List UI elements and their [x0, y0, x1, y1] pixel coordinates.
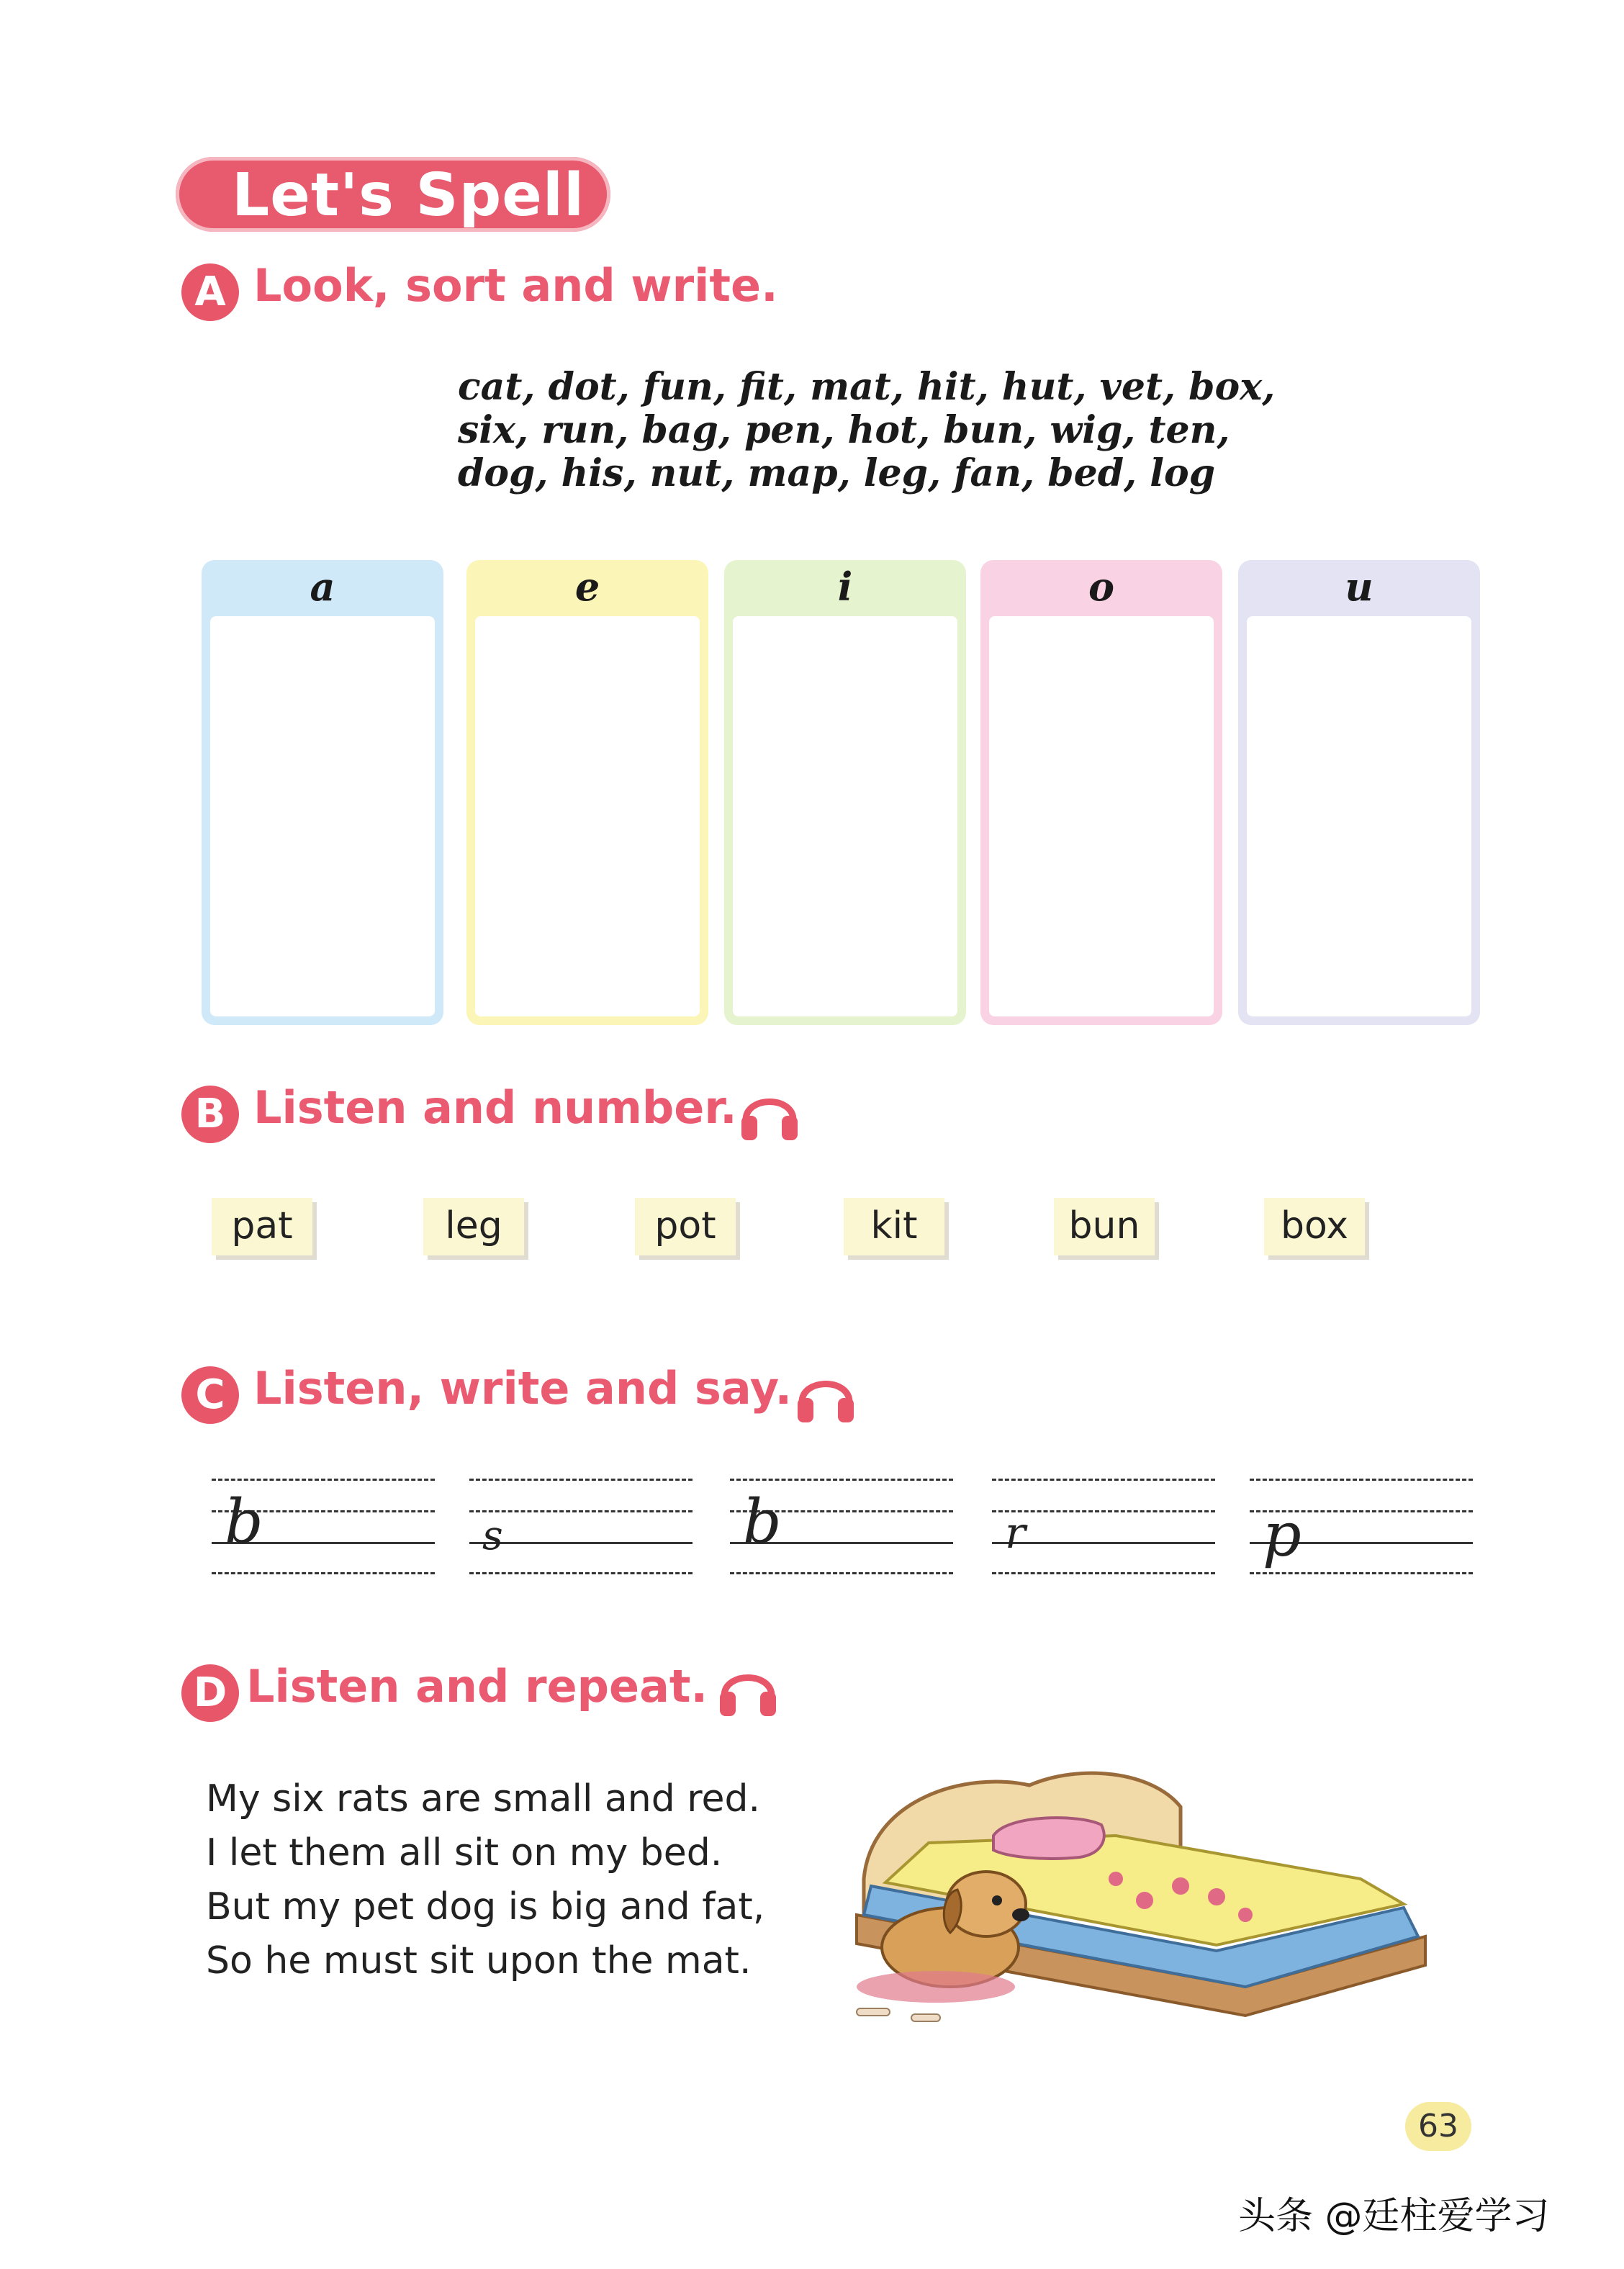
- section-d-title: Listen and repeat.: [246, 1660, 708, 1713]
- page-number: 63: [1405, 2102, 1471, 2151]
- vowel-column-label: e: [574, 564, 600, 610]
- vowel-column-e: [466, 560, 708, 1025]
- headphones-icon[interactable]: [793, 1362, 858, 1427]
- writing-line[interactable]: [730, 1476, 953, 1576]
- vowel-column-label: a: [310, 564, 335, 610]
- word-card[interactable]: pot: [635, 1198, 736, 1255]
- writing-line[interactable]: [992, 1476, 1215, 1576]
- writing-line[interactable]: [469, 1476, 693, 1576]
- bed-dog-illustration: [842, 1756, 1447, 2030]
- word-card[interactable]: kit: [844, 1198, 944, 1255]
- word-list-line: cat, dot, fun, fit, mat, hit, hut, vet, box,: [458, 365, 1276, 409]
- poem-line: My six rats are small and red.: [206, 1777, 761, 1821]
- vowel-column-label: u: [1345, 564, 1373, 610]
- vowel-column-u: [1238, 560, 1480, 1025]
- poem-line: So he must sit upon the mat.: [206, 1939, 752, 1982]
- watermark-text: 头条 @廷柱爱学习: [1238, 2195, 1550, 2238]
- section-d-badge: D: [181, 1664, 239, 1722]
- vowel-column-label: o: [1088, 564, 1115, 610]
- page-title: Let's Spell: [232, 161, 585, 230]
- section-b-badge: B: [181, 1086, 239, 1143]
- poem: [206, 1772, 764, 1988]
- word-card[interactable]: leg: [423, 1198, 524, 1255]
- writing-line[interactable]: [1250, 1476, 1473, 1576]
- vowel-write-area[interactable]: [1247, 616, 1471, 1016]
- vowel-column-label: i: [837, 564, 853, 610]
- section-a-title: Look, sort and write.: [253, 259, 778, 312]
- vowel-column-o: [980, 560, 1222, 1025]
- write-letter: r: [1005, 1508, 1026, 1558]
- word-card[interactable]: box: [1264, 1198, 1365, 1255]
- word-card[interactable]: bun: [1054, 1198, 1155, 1255]
- section-c-title: Listen, write and say.: [253, 1362, 793, 1415]
- word-list-line: dog, his, nut, map, leg, fan, bed, log: [458, 451, 1216, 495]
- section-c-badge: C: [181, 1366, 239, 1424]
- headphones-icon[interactable]: [716, 1656, 780, 1720]
- section-b-title: Listen and number.: [253, 1081, 737, 1134]
- word-list-line: six, run, bag, pen, hot, bun, wig, ten,: [458, 408, 1230, 452]
- word-list: [458, 365, 1276, 495]
- vowel-write-area[interactable]: [210, 616, 435, 1016]
- poem-line: But my pet dog is big and fat,: [206, 1885, 765, 1929]
- headphones-icon[interactable]: [737, 1080, 802, 1145]
- write-letter: b: [743, 1487, 782, 1557]
- vowel-column-a: [202, 560, 443, 1025]
- write-letter: b: [225, 1487, 263, 1557]
- word-card[interactable]: pat: [212, 1198, 312, 1255]
- vowel-column-i: [724, 560, 966, 1025]
- title-pill: [176, 157, 610, 232]
- vowel-write-area[interactable]: [733, 616, 957, 1016]
- write-letter: s: [482, 1512, 503, 1559]
- writing-line[interactable]: [212, 1476, 435, 1576]
- section-a-badge: A: [181, 263, 239, 321]
- vowel-write-area[interactable]: [475, 616, 700, 1016]
- poem-line: I let them all sit on my bed.: [206, 1831, 723, 1875]
- vowel-write-area[interactable]: [989, 616, 1214, 1016]
- write-letter: p: [1263, 1499, 1302, 1570]
